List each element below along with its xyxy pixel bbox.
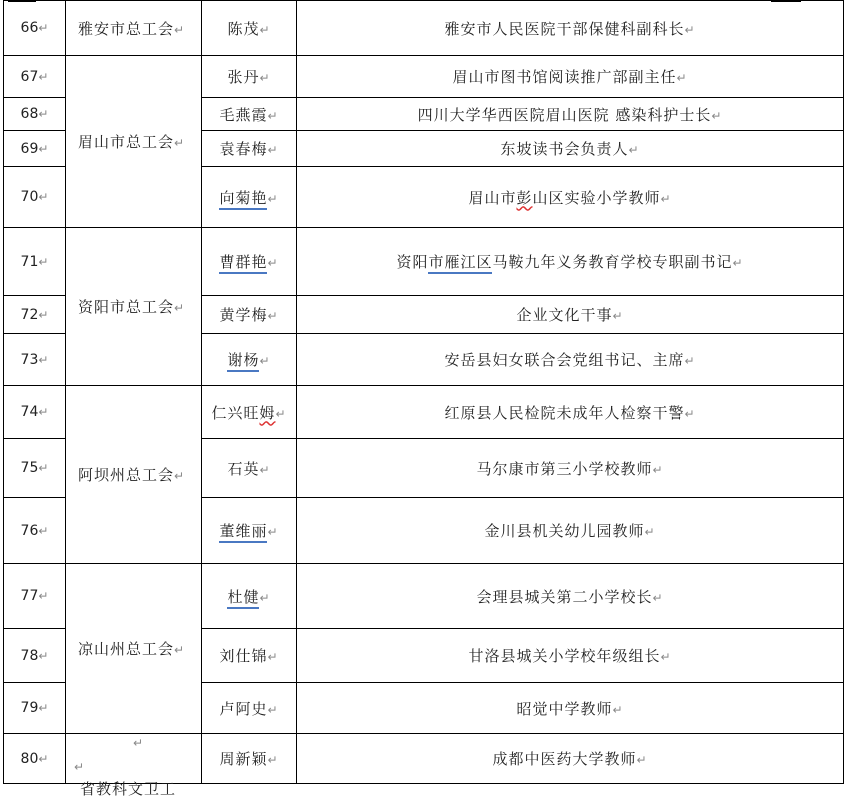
row-number: 77↵ — [4, 564, 66, 629]
job-title-cell: 会理县城关第二小学校长↵ — [297, 564, 844, 629]
person-name-cell: 黄学梅↵ — [202, 296, 297, 334]
org-name: 资阳市总工会 — [78, 298, 175, 316]
person-name-cell: 向菊艳↵ — [202, 167, 297, 228]
org-cell: 雅安市总工会↵ — [66, 1, 202, 56]
row-number-text: 76 — [20, 522, 39, 539]
job-title: 眉山市彭山区实验小学教师 — [468, 188, 661, 207]
row-number: 76↵ — [4, 498, 66, 564]
row-number-text: 70 — [20, 189, 39, 205]
person-name-cell: 曹群艳↵ — [202, 228, 297, 296]
job-title-cell: 金川县机关幼儿园教师↵ — [297, 498, 844, 564]
row-number: 67↵ — [4, 56, 66, 98]
row-number-text: 73 — [20, 351, 39, 368]
table-row — [4, 564, 844, 629]
row-number-text: 69 — [20, 140, 39, 157]
person-name-cell: 谢杨↵ — [202, 334, 297, 386]
person-name-cell: 陈茂↵ — [202, 1, 297, 56]
row-number-text: 71 — [20, 253, 39, 270]
org-name: 省教科文卫工 — [80, 780, 177, 798]
job-title-cell: 雅安市人民医院干部保健科副科长↵ — [297, 1, 844, 56]
row-number-text: 78 — [20, 647, 39, 664]
row-number: 80↵ — [4, 734, 66, 784]
table-row — [4, 734, 844, 784]
org-name: 阿坝州总工会 — [78, 466, 175, 484]
row-number: 66↵ — [4, 1, 66, 56]
person-name-cell: 刘仕锦↵ — [202, 629, 297, 683]
row-number: 71↵ — [4, 228, 66, 296]
person-name: 石英 — [227, 459, 260, 478]
person-name: 向菊艳 — [219, 189, 267, 210]
org-cell: 眉山市总工会↵ — [66, 56, 202, 228]
person-name-cell: 毛燕霞↵ — [202, 98, 297, 131]
row-number-text: 68 — [20, 106, 39, 122]
table-row — [4, 1, 844, 56]
person-name: 仁兴旺姆 — [211, 403, 276, 422]
row-number-text: 72 — [20, 306, 39, 323]
job-title: 眉山市图书馆阅读推广部副主任 — [452, 68, 677, 86]
person-name: 杜健 — [227, 588, 259, 609]
person-name: 张丹 — [227, 68, 260, 86]
table-row — [4, 386, 844, 439]
person-name: 董维丽 — [219, 522, 267, 543]
person-name: 周新颖 — [219, 750, 268, 768]
person-name-cell: 袁春梅↵ — [202, 131, 297, 167]
job-title: 马尔康市第三小学校教师 — [476, 459, 653, 478]
job-title: 成都中医药大学教师 — [492, 750, 637, 768]
person-name: 刘仕锦 — [219, 647, 268, 665]
job-title: 企业文化干事 — [516, 306, 613, 324]
row-number-text: 77 — [20, 588, 39, 604]
person-name: 谢杨 — [227, 351, 259, 372]
job-title: 四川大学华西医院眉山医院 感染科护士长 — [417, 105, 712, 124]
org-name: 凉山州总工会 — [78, 640, 175, 658]
awards-table — [3, 0, 844, 798]
row-number: 79↵ — [4, 683, 66, 734]
row-number: 69↵ — [4, 131, 66, 167]
row-number-text: 79 — [20, 700, 39, 716]
row-number-text: 75 — [20, 460, 39, 476]
job-title-cell: 安岳县妇女联合会党组书记、主席↵ — [297, 334, 844, 386]
person-name-cell: 张丹↵ — [202, 56, 297, 98]
row-number-text: 67 — [20, 68, 39, 85]
row-number: 70↵ — [4, 167, 66, 228]
job-title: 红原县人民检院未成年人检察干警 — [444, 403, 685, 422]
org-name: 雅安市总工会 — [78, 19, 175, 38]
person-name-cell: 卢阿史↵ — [202, 683, 297, 734]
job-title-cell: 成都中医药大学教师↵ — [297, 734, 844, 784]
row-number-text: 80 — [20, 750, 39, 767]
person-name: 卢阿史 — [219, 699, 268, 718]
row-number: 73↵ — [4, 334, 66, 386]
top-edge-right — [771, 0, 801, 2]
job-title-cell: 东坡读书会负责人↵ — [297, 131, 844, 167]
org-cell: 阿坝州总工会↵ — [66, 386, 202, 564]
job-title-cell: 眉山市彭山区实验小学教师↵ — [297, 167, 844, 228]
job-title: 会理县城关第二小学校长 — [476, 587, 653, 606]
job-title: 资阳市雁江区马鞍九年义务教育学校专职副书记 — [396, 253, 732, 274]
row-number: 68↵ — [4, 98, 66, 131]
job-title: 甘洛县城关小学校年级组长 — [468, 647, 661, 665]
table-row — [4, 56, 844, 98]
job-title: 东坡读书会负责人 — [500, 140, 629, 158]
job-title: 金川县机关幼儿园教师 — [484, 522, 645, 540]
person-name: 曹群艳 — [219, 253, 267, 274]
top-edge-left — [8, 0, 36, 2]
org-cell: ↵ ↵ 省教科文卫工 — [66, 734, 202, 784]
row-number: 75↵ — [4, 439, 66, 498]
person-name-cell: 仁兴旺姆↵ — [202, 386, 297, 439]
org-cell: 凉山州总工会↵ — [66, 564, 202, 734]
row-number: 72↵ — [4, 296, 66, 334]
job-title-cell: 资阳市雁江区马鞍九年义务教育学校专职副书记↵ — [297, 228, 844, 296]
job-title: 安岳县妇女联合会党组书记、主席 — [444, 351, 685, 369]
job-title-cell: 红原县人民检院未成年人检察干警↵ — [297, 386, 844, 439]
person-name-cell: 石英↵ — [202, 439, 297, 498]
person-name: 袁春梅 — [219, 140, 268, 158]
row-number-text: 66 — [20, 20, 39, 36]
org-name: 眉山市总工会 — [78, 133, 175, 151]
person-name-cell: 杜健↵ — [202, 564, 297, 629]
table-body — [4, 1, 844, 798]
job-title-cell: 昭觉中学教师↵ — [297, 683, 844, 734]
job-title-cell: 四川大学华西医院眉山医院 感染科护士长↵ — [297, 98, 844, 131]
row-number: 78↵ — [4, 629, 66, 683]
person-name-cell: 周新颖↵ — [202, 734, 297, 784]
job-title-cell: 甘洛县城关小学校年级组长↵ — [297, 629, 844, 683]
job-title-cell: 马尔康市第三小学校教师↵ — [297, 439, 844, 498]
row-number-text: 74 — [20, 404, 39, 420]
row-number: 74↵ — [4, 386, 66, 439]
job-title: 昭觉中学教师 — [516, 699, 613, 718]
org-cell: 资阳市总工会↵ — [66, 228, 202, 386]
person-name: 黄学梅 — [219, 306, 268, 324]
job-title-cell: 眉山市图书馆阅读推广部副主任↵ — [297, 56, 844, 98]
table-row — [4, 228, 844, 296]
person-name: 陈茂 — [227, 19, 260, 38]
job-title: 雅安市人民医院干部保健科副科长 — [444, 19, 685, 38]
job-title-cell: 企业文化干事↵ — [297, 296, 844, 334]
person-name: 毛燕霞 — [219, 105, 268, 124]
person-name-cell: 董维丽↵ — [202, 498, 297, 564]
